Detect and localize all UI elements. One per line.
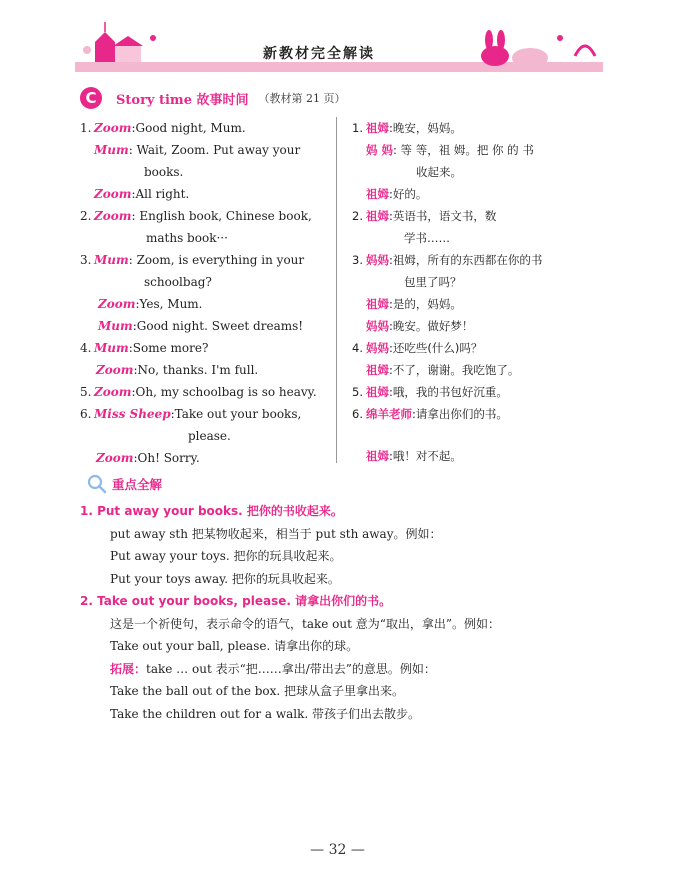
dialogue-line: 4. 妈妈 :还吃些(什么)吗？ xyxy=(352,341,483,355)
dialogue-line: 妈 妈 : 等 等，祖 姆。把 你 的 书 xyxy=(366,143,534,157)
point-title: 2. Take out your books, please. 请拿出你们的书。 xyxy=(80,594,392,608)
dialogue-line: 1. Zoom :Good night, Mum. xyxy=(80,121,246,135)
key-points-heading xyxy=(86,474,162,494)
point-line: Take the ball out of the box. 把球从盒子里拿出来。 xyxy=(110,684,405,698)
key-points-title: 重点全解 xyxy=(112,477,163,492)
dialogue-line: Zoom :Oh! Sorry. xyxy=(96,451,200,465)
dialogue-line: 祖姆 :不了，谢谢。我吃饱了。 xyxy=(366,363,520,377)
dialogue-line-continued: books. xyxy=(144,165,184,179)
dialogue-line-continued: schoolbag? xyxy=(144,275,212,289)
dialogue-line: 4. Mum :Some more? xyxy=(80,341,209,355)
key-points-content xyxy=(80,500,600,725)
dialogue-line-continued: 收起来。 xyxy=(416,165,462,179)
chinese-dialogue xyxy=(352,117,602,467)
dialogue-line-continued: 包里了吗？ xyxy=(404,275,462,289)
page-number: — 32 — xyxy=(310,842,365,858)
point-line: Put away your toys. 把你的玩具收起来。 xyxy=(110,549,342,563)
dialogue-line: 6. Miss Sheep :Take out your books, xyxy=(80,407,302,421)
point-title: 1. Put away your books. 把你的书收起来。 xyxy=(80,504,343,518)
dialogue-line: 2. Zoom : English book, Chinese book, xyxy=(80,209,312,223)
extension-label: 拓展： xyxy=(110,661,147,676)
point-line: 这是一个祈使句，表示命令的语气，take out 意为“取出，拿出”。例如： xyxy=(110,616,501,631)
extension-line xyxy=(80,658,600,681)
story-time-heading xyxy=(80,85,346,111)
point-line: Put your toys away. 把你的玩具收起来。 xyxy=(110,571,340,586)
dialogue-line-continued: 学书…… xyxy=(404,231,450,245)
page-header xyxy=(75,18,605,80)
english-dialogue xyxy=(80,117,325,469)
dialogue-line: 祖姆 :哦！对不起。 xyxy=(366,449,462,463)
dialogue-line: Zoom :All right. xyxy=(94,187,190,201)
section-note: （教材第 21 页） xyxy=(258,92,346,105)
dialogue-line-continued: please. xyxy=(188,429,231,443)
dialogue-line: 1. 祖姆 :晚安，妈妈。 xyxy=(352,121,462,135)
dialogue-line: 2. 祖姆 :英语书，语文书，数 xyxy=(352,209,497,223)
section-c-icon: C xyxy=(80,87,102,109)
dialogue-line: Zoom :Yes, Mum. xyxy=(98,297,203,311)
dialogue-line: 3. 妈妈 :祖姆，所有的东西都在你的书 xyxy=(352,253,543,267)
rabbit-decoration-icon xyxy=(455,26,605,72)
point-line: Take the children out for a walk. 带孩子们出去散步。 xyxy=(110,706,421,721)
dialogue-line: Mum : Wait, Zoom. Put away your xyxy=(94,143,301,157)
point-line: put away sth 把某物收起来，相当于 put sth away。例如： xyxy=(110,526,442,541)
dialogue-line: Zoom :No, thanks. I'm full. xyxy=(96,363,259,377)
dialogue-line: 6. 绵羊老师 :请拿出你们的书。 xyxy=(352,407,508,421)
dialogue-line: 祖姆 :好的。 xyxy=(366,187,428,201)
header-title: 新教材完全解读 xyxy=(263,46,375,62)
dialogue-line: Mum :Good night. Sweet dreams! xyxy=(98,319,304,333)
dialogue-line: 5. Zoom :Oh, my schoolbag is so heavy. xyxy=(80,385,317,399)
magnifier-icon xyxy=(86,474,108,494)
extension-text: take … out 表示“把……拿出/带出去”的意思。例如： xyxy=(146,661,436,676)
dialogue-line: 祖姆 :是的，妈妈。 xyxy=(366,297,462,311)
point-line: Take out your ball, please. 请拿出你的球。 xyxy=(110,639,359,653)
column-divider xyxy=(336,117,337,463)
section-title: Story time 故事时间 xyxy=(116,92,249,108)
dialogue-line: 5. 祖姆 :哦，我的书包好沉重。 xyxy=(352,385,508,399)
dialogue-line: 妈妈 :晚安。做好梦！ xyxy=(366,319,474,333)
dialogue-line-continued: maths book··· xyxy=(146,231,228,245)
dialogue-line: 3. Mum : Zoom, is everything in your xyxy=(80,253,305,267)
